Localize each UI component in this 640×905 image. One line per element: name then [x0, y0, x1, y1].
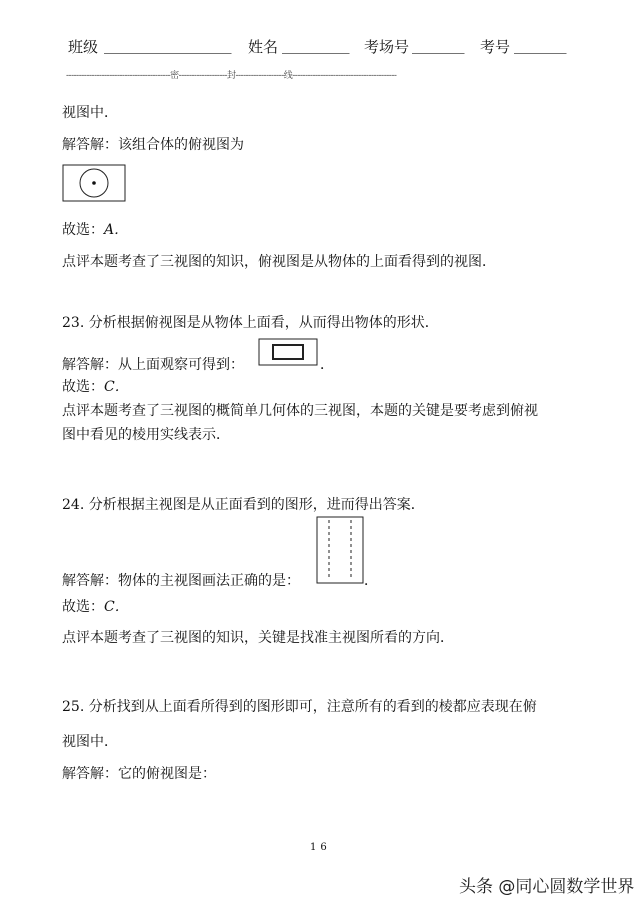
question-25-solution: 解答解：它的俯视图是：	[62, 766, 216, 782]
text-line: 视图中．	[62, 734, 118, 750]
text-line: 视图中．	[62, 105, 118, 121]
answer-choice: A．	[104, 222, 129, 238]
comment-line: 图中看见的棱用实线表示．	[62, 427, 230, 443]
exam-room-label: 考场号	[364, 38, 410, 56]
name-blank: _________	[282, 36, 350, 54]
answer-line	[62, 219, 128, 239]
comment-line: 点评本题考查了三视图的知识，关键是找准主视图所看的方向．	[62, 630, 454, 646]
punctuation: ．	[364, 573, 378, 589]
question-24-analysis: 24. 分析根据主视图是从正面看到的图形，进而得出答案．	[62, 497, 425, 513]
answer-prefix: 故选：	[62, 222, 104, 238]
exam-number-blank: _______	[514, 36, 567, 54]
figure-top-view-circle	[62, 164, 128, 204]
class-label: 班级	[68, 38, 99, 56]
class-blank: _________________	[104, 36, 232, 54]
exam-number-label: 考号	[480, 38, 511, 56]
figure-front-view	[316, 516, 366, 586]
comment-line: 点评本题考查了三视图的知识，俯视图是从物体的上面看得到的视图．	[62, 254, 496, 270]
question-25-analysis: 25. 分析找到从上面看所得到的图形即可，注意所有的看到的棱都应表现在俯	[62, 699, 537, 715]
answer-choice: C．	[104, 599, 129, 615]
answer-prefix: 故选：	[62, 599, 104, 615]
figure-top-view-rectangle	[258, 338, 320, 368]
exam-room-blank: _______	[412, 36, 465, 54]
answer-line	[62, 596, 129, 616]
answer-line	[62, 376, 129, 396]
answer-prefix: 故选：	[62, 379, 104, 395]
question-23-solution: 解答解：从上面观察可得到：	[62, 357, 244, 373]
answer-choice: C．	[104, 379, 129, 395]
seal-line: -----------------------------------------密-------------------封-------------------线-----------------------------------------	[66, 71, 397, 81]
watermark: 头条 @同心圆数学世界	[459, 877, 635, 897]
page-number: 16	[310, 842, 331, 853]
question-24-solution: 解答解：物体的主视图画法正确的是：	[62, 573, 300, 589]
comment-line: 点评本题考查了三视图的概简单几何体的三视图，本题的关键是要考虑到俯视	[62, 403, 538, 419]
punctuation: ．	[320, 357, 334, 373]
question-23-analysis: 23. 分析根据俯视图是从物体上面看，从而得出物体的形状．	[62, 315, 439, 331]
text-line: 解答解：该组合体的俯视图为	[62, 137, 244, 153]
name-label: 姓名	[248, 38, 279, 56]
